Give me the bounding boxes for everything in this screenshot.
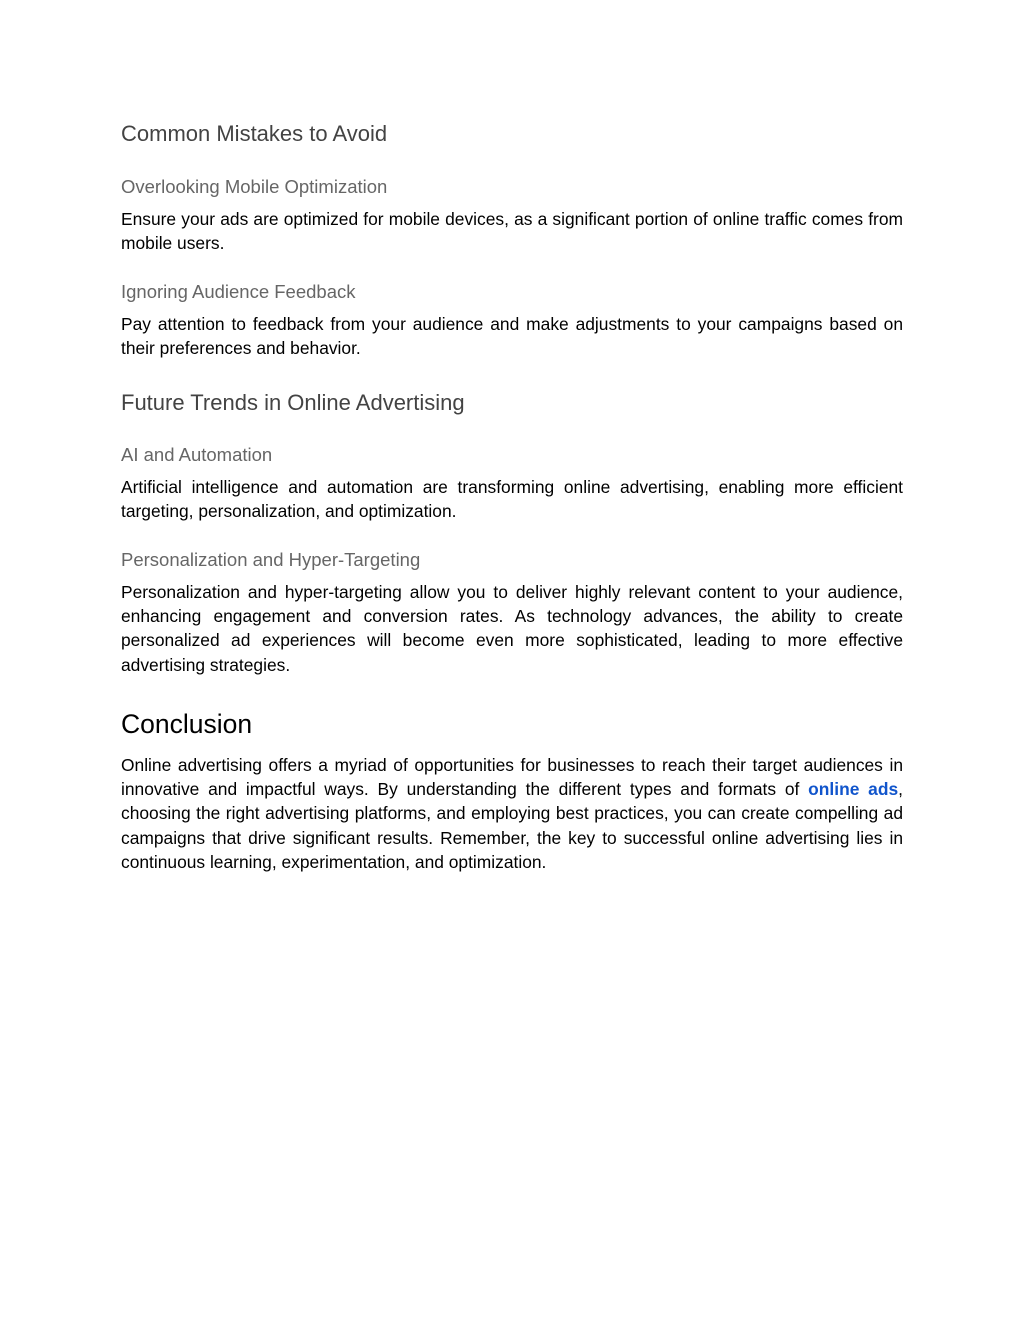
paragraph-personalization: Personalization and hyper-targeting allow you to deliver highly relevant content to your audience, enhancing engagement and conversion rates. As technology advances, the ability to create personalized ad experiences will become even more sophisticated, leading to more effective advertising strategies. <box>121 582 903 675</box>
section-title-conclusion: Conclusion <box>121 709 253 739</box>
paragraph-audience-feedback: Pay attention to feedback from your audience and make adjustments to your campaigns based on their preferences and behavior. <box>121 314 903 359</box>
paragraph-mobile-optimization: Ensure your ads are optimized for mobile devices, as a significant portion of online traffic comes from mobile users. <box>121 209 903 254</box>
section-title-common-mistakes: Common Mistakes to Avoid <box>121 121 388 146</box>
subheading-mobile-optimization: Overlooking Mobile Optimization <box>121 176 388 197</box>
paragraph-conclusion <box>121 753 903 874</box>
subheading-audience-feedback: Ignoring Audience Feedback <box>121 281 356 302</box>
conclusion-text-before-link: Online advertising offers a myriad of opportunities for businesses to reach their target audiences in innovative and impactful ways. By understanding the different types and formats of <box>121 755 903 800</box>
paragraph-ai-automation: Artificial intelligence and automation are transforming online advertising, enabling more efficient targeting, personalization, and optimization. <box>121 477 903 522</box>
subheading-ai-automation: AI and Automation <box>121 444 273 465</box>
conclusion-text-after-link: , choosing the right advertising platforms, and employing best practices, you can create compelling ad campaigns that drive significant results. Remember, the key to successful online advertising lies in continuous learning, experimentation, and optimization. <box>121 779 903 872</box>
online-ads-link[interactable]: online ads <box>808 779 899 800</box>
subheading-personalization: Personalization and Hyper-Targeting <box>121 549 421 570</box>
section-title-future-trends: Future Trends in Online Advertising <box>121 390 465 415</box>
